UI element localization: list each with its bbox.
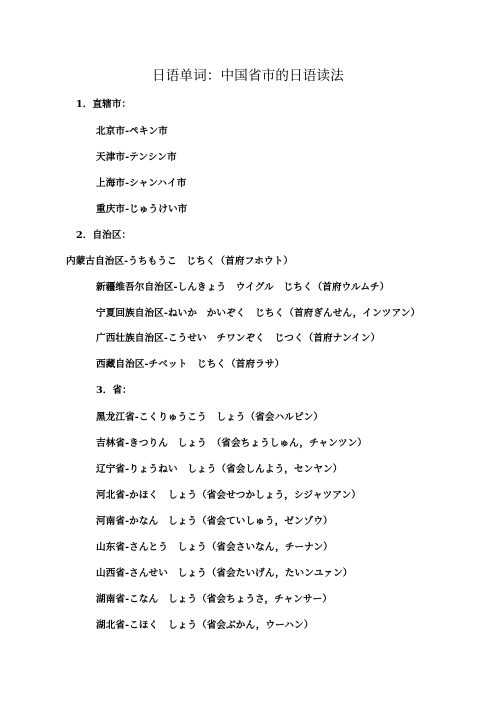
list-item: 北京市-ペキン市 bbox=[96, 126, 168, 137]
list-item: 辽宁省-りょうねい しょう（省会しんよう，センヤン） bbox=[96, 464, 343, 475]
page-title: 日语单词：中国省市的日语读法 bbox=[152, 68, 344, 84]
list-item: 宁夏回族自治区-ねいか かいぞく じちく（首府ぎんせん，インツアン） bbox=[96, 308, 421, 319]
list-item: 天津市-テンシン市 bbox=[96, 152, 177, 163]
list-item: 湖北省-こほく しょう（省会ぶかん，ウーハン） bbox=[96, 620, 314, 631]
list-item: 重庆市-じゅうけい市 bbox=[96, 204, 188, 215]
list-item: 西藏自治区-チベット じちく（首府ラサ） bbox=[96, 359, 285, 370]
section-heading-municipalities: 1．直辖市： bbox=[76, 99, 132, 110]
list-item: 广西壮族自治区-こうせい チワンぞく じつく（首府ナンイン） bbox=[96, 333, 381, 344]
list-item: 河北省-かほく しょう（省会せつかしょう，シジャツアン） bbox=[96, 490, 361, 501]
list-item: 湖南省-こなん しょう（省会ちょうさ，チャンサー） bbox=[96, 594, 333, 605]
list-item: 内蒙古自治区-うちもうこ じちく（首府フホウト） bbox=[66, 256, 294, 267]
list-item: 新疆维吾尔自治区-しんきょう ウイグル じちく（首府ウルムチ） bbox=[96, 282, 390, 293]
list-item: 河南省-かなん しょう（省会ていしゅう，ゼンゾウ） bbox=[96, 516, 333, 527]
list-item: 上海市-シャンハイ市 bbox=[96, 178, 187, 189]
list-item: 黑龙江省-こくりゅうこう しょう（省会ハルピン） bbox=[96, 412, 324, 423]
list-item: 山西省-さんせい しょう（省会たいげん，たいンユァン） bbox=[96, 568, 353, 579]
section-heading-autonomous-regions: 2．自治区： bbox=[76, 230, 132, 241]
list-item: 山东省-さんとう しょう（省会さいなん，チーナン） bbox=[96, 542, 333, 553]
list-item: 吉林省-きつりん しょう （省会ちょうしゅん，チャンツン） bbox=[96, 438, 367, 449]
section-heading-provinces: 3．省： bbox=[96, 385, 132, 396]
